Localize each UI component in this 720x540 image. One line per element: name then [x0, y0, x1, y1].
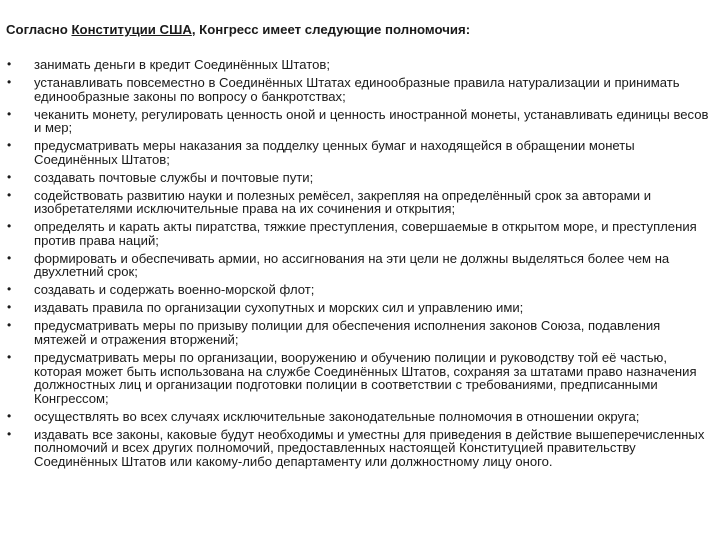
list-item-text: создавать и содержать военно-морской флот; — [34, 282, 315, 298]
list-item-text: занимать деньги в кредит Соединённых Штатов; — [34, 57, 331, 72]
list-item — [6, 220, 714, 247]
list-item — [6, 410, 714, 424]
bullet-icon: • — [7, 426, 12, 441]
list-item-text: издавать все законы, каковые будут необходимы и уместны для приведения в действие вышеперечисленных полномочий и всех других полномочий, предоставленных настоящей Конституцией правительству Соединённых Штатов или какому-либо департаменту или должностному лицу оного. — [34, 426, 705, 469]
bullet-icon: • — [7, 282, 12, 297]
list-item-text: предусматривать меры по призыву полиции для обеспечения исполнения законов Союза, подавления мятежей и отражения вторжений; — [34, 318, 661, 347]
list-item-text: предусматривать меры наказания за подделку ценных бумаг и находящейся в обращении монеты Соединённых Штатов; — [34, 138, 635, 167]
list-item — [6, 283, 714, 297]
list-item — [6, 108, 714, 135]
document-heading — [6, 22, 714, 38]
list-item-text: создавать почтовые службы и почтовые пути; — [34, 169, 314, 185]
list-item-text: устанавливать повсеместно в Соединённых Штатах единообразные правила натурализации и принимать единообразные законы по вопросу о банкротствах; — [34, 74, 680, 104]
list-item-text: осуществлять во всех случаях исключительные законодательные полномочия в отношении округа; — [34, 408, 640, 424]
list-item-text: предусматривать меры по организации, вооружению и обучению полиции и руководству той её частью, которая может быть использована на службе Соединённых Штатов, сохраняя за штатами право назначения должностных лиц и организации подготовки полиции в соответствии с требованиями, предписанными Конгрессом; — [34, 349, 697, 406]
bullet-icon: • — [7, 187, 12, 202]
list-item — [6, 171, 714, 185]
list-item — [6, 351, 714, 405]
powers-list — [6, 58, 714, 469]
list-item — [6, 76, 714, 103]
bullet-icon: • — [7, 169, 12, 184]
constitution-link[interactable]: Конституции США — [71, 22, 192, 37]
list-item-text: формировать и обеспечивать армии, но ассигнования на эти цели не должны выделяться более чем на двухлетний срок; — [34, 250, 670, 280]
bullet-icon: • — [7, 408, 12, 423]
bullet-icon: • — [7, 138, 12, 153]
bullet-icon: • — [7, 250, 12, 265]
list-item-text: определять и карать акты пиратства, тяжкие преступления, совершаемые в открытом море, и преступления против права наций; — [34, 219, 697, 248]
list-item — [6, 301, 714, 315]
bullet-icon: • — [7, 318, 12, 333]
bullet-icon: • — [7, 106, 12, 121]
list-item-text: издавать правила по организации сухопутных и морских сил и управлению ими; — [34, 300, 524, 316]
list-item — [6, 189, 714, 216]
bullet-icon: • — [7, 349, 12, 364]
bullet-icon: • — [7, 300, 12, 315]
heading-suffix: , Конгресс имеет следующие полномочия: — [191, 22, 471, 37]
list-item — [6, 319, 714, 346]
list-item-text: содействовать развитию науки и полезных ремёсел, закрепляя на определённый срок за авторами и изобретателями исключительные права на их сочинения и открытия; — [34, 187, 652, 217]
bullet-icon: • — [7, 74, 12, 89]
list-item — [6, 139, 714, 166]
list-item — [6, 428, 714, 469]
list-item — [6, 252, 714, 279]
heading-prefix: Согласно — [6, 22, 72, 37]
bullet-icon: • — [7, 219, 12, 234]
list-item-text: чеканить монету, регулировать ценность оной и ценность иностранной монеты, устанавливать единицы весов и мер; — [34, 106, 709, 136]
list-item — [6, 58, 714, 72]
bullet-icon: • — [7, 57, 12, 71]
